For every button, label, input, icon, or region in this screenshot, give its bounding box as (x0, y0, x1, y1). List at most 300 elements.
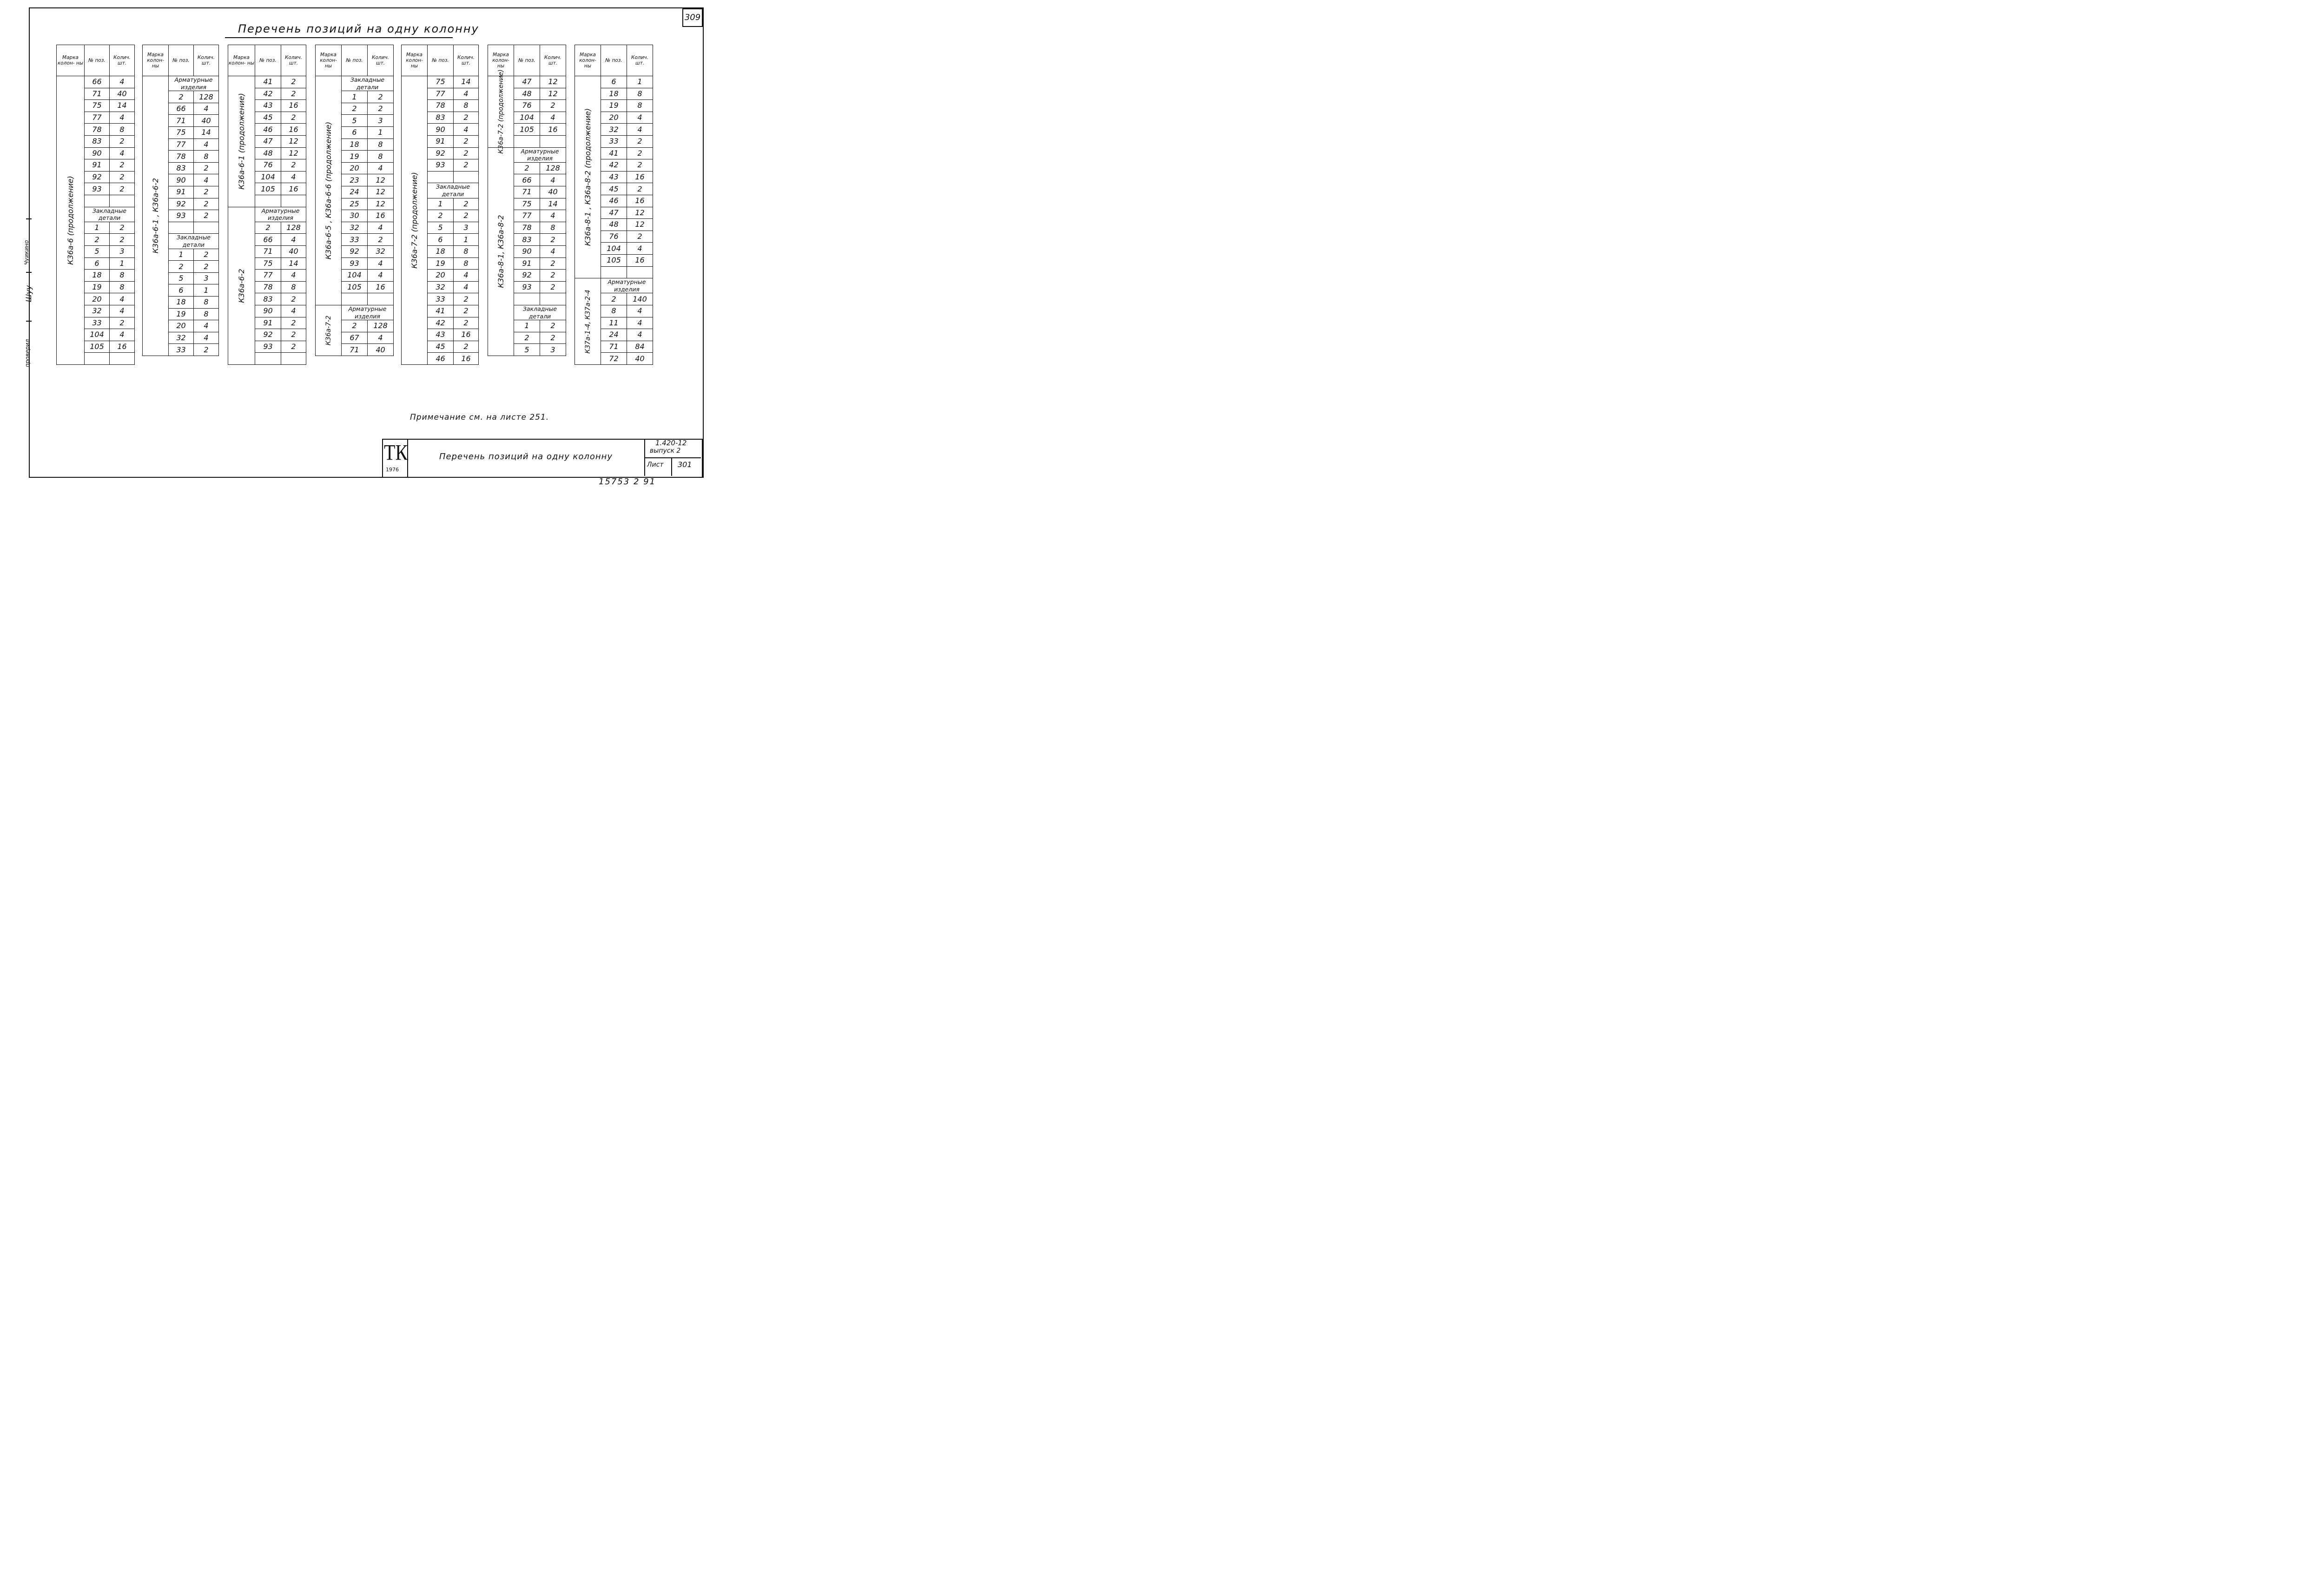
qty-cell: 2 (110, 135, 135, 147)
qty-cell: 2 (281, 88, 306, 100)
pos-cell: 45 (601, 183, 627, 195)
pos-cell: 18 (169, 297, 194, 309)
pos-cell: 33 (342, 234, 368, 246)
qty-cell: 3 (454, 222, 479, 234)
header-pos: № поз. (169, 45, 194, 76)
pos-cell: 2 (428, 210, 454, 222)
qty-cell: 8 (110, 270, 135, 282)
table-row (575, 76, 653, 88)
pos-cell: 91 (169, 186, 194, 198)
pos-cell: 66 (85, 76, 110, 88)
qty-cell: 4 (110, 329, 135, 341)
qty-cell: 8 (194, 297, 219, 309)
pos-cell: 6 (342, 127, 368, 139)
qty-cell: 14 (540, 198, 566, 210)
section-header: Арматурные изделия (169, 76, 219, 91)
pos-cell: 66 (514, 174, 540, 186)
qty-cell (194, 222, 219, 234)
pos-cell: 2 (514, 332, 540, 344)
qty-cell: 4 (627, 124, 653, 136)
table-row (488, 76, 566, 88)
bottom-number: 15753 2 91 (599, 477, 656, 487)
qty-cell: 4 (368, 222, 394, 234)
qty-cell: 12 (627, 219, 653, 231)
margin-tick-1 (26, 218, 32, 219)
pos-cell: 104 (601, 243, 627, 255)
qty-cell: 2 (110, 183, 135, 195)
qty-cell: 2 (194, 261, 219, 273)
qty-cell: 14 (110, 100, 135, 112)
pos-cell: 45 (255, 112, 281, 124)
pos-cell: 33 (169, 344, 194, 356)
qty-cell: 16 (627, 254, 653, 266)
stamp-sheet-label: Лист (647, 461, 664, 468)
pos-cell: 33 (601, 135, 627, 147)
pos-cell (169, 222, 194, 234)
qty-cell: 4 (110, 76, 135, 88)
qty-cell: 4 (368, 162, 394, 174)
header-qty: Колич. шт. (627, 45, 653, 76)
column-mark (143, 76, 169, 356)
pos-cell: 24 (601, 329, 627, 341)
pos-cell (85, 353, 110, 365)
column-mark-label: К36а-7-2 (продолжение) (409, 172, 419, 269)
qty-cell: 4 (627, 305, 653, 317)
pos-cell: 77 (255, 270, 281, 282)
header-mark: Марка колон- ны (57, 45, 85, 76)
header-mark: Марка колон- ны (402, 45, 428, 76)
qty-cell: 4 (454, 124, 479, 136)
section-header: Закладные детали (342, 76, 394, 91)
qty-cell: 4 (540, 245, 566, 257)
header-mark: Марка колон- ны (143, 45, 169, 76)
qty-cell (540, 293, 566, 305)
pos-cell: 19 (428, 257, 454, 270)
pos-cell: 91 (255, 317, 281, 329)
qty-cell: 140 (627, 293, 653, 305)
column-mark-label: К36а-6-5 , К36а-6-6 (продолжение) (324, 121, 333, 260)
pos-cell (85, 195, 110, 207)
pos-cell: 93 (169, 210, 194, 222)
stamp-sheet-value: 301 (678, 460, 692, 469)
pos-cell: 105 (85, 341, 110, 353)
pos-cell: 20 (342, 162, 368, 174)
qty-cell: 2 (281, 76, 306, 88)
qty-cell (368, 293, 394, 305)
pos-cell: 1 (85, 222, 110, 234)
column-mark (488, 147, 514, 356)
qty-cell: 84 (627, 341, 653, 353)
qty-cell: 2 (110, 234, 135, 246)
pos-cell: 47 (514, 76, 540, 88)
pos-cell: 104 (342, 270, 368, 282)
header-pos: № поз. (514, 45, 540, 76)
qty-cell: 4 (540, 112, 566, 124)
pos-cell: 71 (255, 245, 281, 257)
pos-cell: 20 (85, 293, 110, 305)
pos-cell: 105 (514, 124, 540, 136)
qty-cell: 2 (454, 317, 479, 329)
qty-cell: 1 (110, 257, 135, 270)
column-mark-label: К36а-8-1, К36а-8-2 (496, 215, 505, 288)
qty-cell: 4 (454, 88, 479, 100)
qty-cell: 2 (281, 341, 306, 353)
pos-cell: 6 (85, 257, 110, 270)
pos-cell: 90 (85, 147, 110, 159)
qty-cell: 2 (281, 159, 306, 172)
section-header: Закладные детали (85, 207, 135, 222)
qty-cell: 14 (194, 127, 219, 139)
qty-cell: 8 (281, 281, 306, 293)
pos-cell: 48 (601, 219, 627, 231)
qty-cell: 2 (368, 91, 394, 103)
pos-cell: 76 (601, 231, 627, 243)
column-mark-label: К36а-8-1 , К36а-8-2 (продолжение) (583, 108, 592, 246)
qty-cell: 8 (454, 100, 479, 112)
qty-cell: 8 (368, 151, 394, 163)
pos-cell: 76 (514, 100, 540, 112)
qty-cell: 16 (454, 329, 479, 341)
qty-cell: 2 (627, 159, 653, 172)
pos-cell (255, 195, 281, 207)
pos-cell: 48 (255, 147, 281, 159)
pos-cell (342, 293, 368, 305)
pos-cell: 2 (169, 91, 194, 103)
margin-signature: Шуу (24, 285, 33, 302)
header-qty: Колич. шт. (194, 45, 219, 76)
qty-cell: 2 (194, 198, 219, 210)
pos-cell: 19 (85, 281, 110, 293)
pos-cell: 77 (514, 210, 540, 222)
stamp-issue: выпуск 2 (650, 447, 681, 455)
qty-cell: 2 (454, 112, 479, 124)
qty-cell (540, 135, 566, 147)
qty-cell: 2 (281, 317, 306, 329)
qty-cell: 4 (110, 147, 135, 159)
qty-cell: 2 (540, 100, 566, 112)
qty-cell: 40 (368, 344, 394, 356)
pos-cell: 77 (85, 112, 110, 124)
header-qty: Колич. шт. (281, 45, 306, 76)
qty-cell: 2 (194, 186, 219, 198)
positions-table-2 (142, 45, 219, 356)
section-header: Арматурные изделия (255, 207, 306, 222)
section-header: Арматурные изделия (601, 278, 653, 293)
pos-cell: 19 (169, 308, 194, 320)
qty-cell: 14 (454, 76, 479, 88)
pos-cell: 23 (342, 174, 368, 186)
qty-cell: 1 (627, 76, 653, 88)
pos-cell: 2 (342, 103, 368, 115)
qty-cell: 8 (454, 257, 479, 270)
pos-cell: 93 (85, 183, 110, 195)
qty-cell: 4 (110, 112, 135, 124)
pos-cell: 2 (601, 293, 627, 305)
header-qty: Колич. шт. (110, 45, 135, 76)
qty-cell: 40 (110, 88, 135, 100)
pos-cell: 2 (255, 222, 281, 234)
pos-cell: 90 (428, 124, 454, 136)
pos-cell: 83 (255, 293, 281, 305)
qty-cell: 14 (281, 257, 306, 270)
qty-cell: 8 (110, 281, 135, 293)
pos-cell: 78 (85, 124, 110, 136)
positions-table-3 (228, 45, 306, 365)
pos-cell: 92 (85, 171, 110, 183)
pos-cell: 78 (514, 222, 540, 234)
pos-cell: 66 (255, 234, 281, 246)
pos-cell: 105 (342, 281, 368, 293)
section-header: Арматурные изделия (514, 147, 566, 162)
qty-cell: 16 (110, 341, 135, 353)
qty-cell: 4 (627, 317, 653, 329)
pos-cell: 77 (169, 139, 194, 151)
qty-cell: 16 (368, 210, 394, 222)
margin-checked-label: проверил (24, 339, 31, 367)
pos-cell: 32 (85, 305, 110, 317)
pos-cell: 6 (428, 234, 454, 246)
pos-cell: 6 (169, 284, 194, 297)
table-row (402, 76, 479, 88)
margin-tick-3 (26, 321, 32, 322)
pos-cell: 93 (514, 281, 540, 293)
margin-name: Чуикино (23, 240, 30, 265)
qty-cell: 8 (627, 88, 653, 100)
pos-cell: 75 (85, 100, 110, 112)
pos-cell (601, 266, 627, 278)
pos-cell: 75 (255, 257, 281, 270)
header-mark: Марка колон- ны (316, 45, 342, 76)
qty-cell: 2 (540, 257, 566, 270)
pos-cell: 42 (428, 317, 454, 329)
page-title: Перечень позиций на одну колонну (238, 22, 479, 35)
pos-cell: 8 (601, 305, 627, 317)
stamp-title: Перечень позиций на одну колонну (439, 452, 613, 462)
qty-cell: 2 (110, 317, 135, 329)
pos-cell: 5 (85, 245, 110, 257)
pos-cell: 46 (428, 353, 454, 365)
qty-cell: 4 (627, 329, 653, 341)
qty-cell: 2 (454, 293, 479, 305)
stamp-logo: ТК (384, 440, 408, 465)
pos-cell: 41 (601, 147, 627, 159)
qty-cell: 16 (454, 353, 479, 365)
qty-cell: 2 (454, 135, 479, 147)
pos-cell: 41 (255, 76, 281, 88)
pos-cell: 2 (342, 320, 368, 332)
qty-cell: 2 (194, 210, 219, 222)
pos-cell: 75 (514, 198, 540, 210)
table-row (57, 76, 135, 88)
pos-cell (428, 171, 454, 183)
qty-cell: 4 (194, 103, 219, 115)
qty-cell: 2 (110, 171, 135, 183)
section-header: Закладные детали (514, 305, 566, 320)
pos-cell: 92 (255, 329, 281, 341)
qty-cell: 2 (368, 234, 394, 246)
qty-cell (454, 171, 479, 183)
qty-cell: 8 (627, 100, 653, 112)
qty-cell: 2 (540, 234, 566, 246)
qty-cell: 1 (368, 127, 394, 139)
qty-cell: 16 (281, 124, 306, 136)
qty-cell: 2 (454, 305, 479, 317)
qty-cell: 40 (281, 245, 306, 257)
qty-cell: 3 (110, 245, 135, 257)
qty-cell: 16 (368, 281, 394, 293)
pos-cell: 18 (342, 139, 368, 151)
pos-cell: 66 (169, 103, 194, 115)
stamp-divider-h (644, 457, 701, 458)
pos-cell: 71 (514, 186, 540, 198)
qty-cell: 4 (110, 293, 135, 305)
pos-cell: 77 (428, 88, 454, 100)
qty-cell: 8 (110, 124, 135, 136)
drawing-sheet (0, 0, 725, 488)
qty-cell: 8 (194, 308, 219, 320)
pos-cell: 92 (514, 270, 540, 282)
pos-cell: 2 (169, 261, 194, 273)
qty-cell: 2 (540, 281, 566, 293)
qty-cell: 16 (281, 183, 306, 195)
qty-cell: 2 (281, 293, 306, 305)
qty-cell: 2 (368, 103, 394, 115)
pos-cell: 83 (514, 234, 540, 246)
pos-cell: 32 (428, 281, 454, 293)
pos-cell: 20 (428, 270, 454, 282)
pos-cell: 33 (428, 293, 454, 305)
qty-cell: 16 (540, 124, 566, 136)
qty-cell: 12 (368, 186, 394, 198)
header-qty: Колич. шт. (454, 45, 479, 76)
pos-cell: 83 (169, 162, 194, 174)
pos-cell: 75 (428, 76, 454, 88)
pos-cell: 90 (514, 245, 540, 257)
qty-cell: 32 (368, 245, 394, 257)
qty-cell: 16 (627, 195, 653, 207)
qty-cell: 2 (194, 249, 219, 261)
qty-cell (281, 353, 306, 365)
qty-cell: 4 (368, 332, 394, 344)
qty-cell: 3 (540, 344, 566, 356)
pos-cell: 83 (428, 112, 454, 124)
column-mark (228, 76, 255, 207)
column-mark (228, 207, 255, 364)
qty-cell: 12 (627, 207, 653, 219)
pos-cell: 42 (601, 159, 627, 172)
column-mark-label: К36а-7-2 (продолжение) (497, 69, 505, 154)
positions-table-7 (574, 45, 653, 365)
pos-cell: 32 (342, 222, 368, 234)
pos-cell: 11 (601, 317, 627, 329)
qty-cell (110, 195, 135, 207)
pos-cell: 2 (514, 162, 540, 174)
pos-cell: 90 (255, 305, 281, 317)
qty-cell: 12 (281, 135, 306, 147)
column-mark (316, 305, 342, 356)
pos-cell: 41 (428, 305, 454, 317)
pos-cell: 78 (255, 281, 281, 293)
header-qty: Колич. шт. (368, 45, 394, 76)
section-header: Закладные детали (169, 234, 219, 249)
qty-cell: 4 (627, 243, 653, 255)
pos-cell: 78 (169, 151, 194, 163)
qty-cell: 40 (540, 186, 566, 198)
qty-cell: 4 (194, 174, 219, 186)
column-mark (57, 76, 85, 365)
column-mark-label: К36а-7-2 (324, 315, 332, 346)
pos-cell (514, 135, 540, 147)
pos-cell: 76 (255, 159, 281, 172)
pos-cell: 20 (169, 320, 194, 332)
positions-table-5 (401, 45, 479, 365)
qty-cell: 3 (368, 115, 394, 127)
pos-cell: 5 (169, 272, 194, 284)
qty-cell: 2 (454, 198, 479, 210)
pos-cell: 19 (342, 151, 368, 163)
qty-cell: 2 (281, 329, 306, 341)
pos-cell: 91 (514, 257, 540, 270)
pos-cell: 83 (85, 135, 110, 147)
pos-cell: 72 (601, 353, 627, 365)
margin-tick-2 (26, 272, 32, 273)
stamp-code: 1.420-12 (655, 439, 687, 447)
pos-cell: 46 (601, 195, 627, 207)
qty-cell: 2 (540, 332, 566, 344)
qty-cell: 4 (281, 171, 306, 183)
pos-cell: 18 (601, 88, 627, 100)
stamp-sheet-divider (671, 457, 672, 476)
column-mark-label: К37а-1-4, К37а-2-4 (584, 289, 592, 354)
qty-cell: 2 (281, 112, 306, 124)
pos-cell: 5 (428, 222, 454, 234)
qty-cell: 4 (110, 305, 135, 317)
pos-cell: 104 (255, 171, 281, 183)
qty-cell: 4 (540, 210, 566, 222)
qty-cell: 2 (627, 231, 653, 243)
header-pos: № поз. (255, 45, 281, 76)
qty-cell: 4 (368, 257, 394, 270)
column-mark (575, 278, 601, 365)
column-mark-label: К36а-6-2 (237, 269, 246, 303)
qty-cell: 2 (194, 344, 219, 356)
qty-cell: 4 (194, 320, 219, 332)
pos-cell: 24 (342, 186, 368, 198)
pos-cell: 78 (428, 100, 454, 112)
qty-cell: 4 (194, 139, 219, 151)
pos-cell (514, 293, 540, 305)
pos-cell: 92 (342, 245, 368, 257)
qty-cell: 16 (281, 100, 306, 112)
qty-cell: 4 (368, 270, 394, 282)
pos-cell: 93 (342, 257, 368, 270)
header-pos: № поз. (85, 45, 110, 76)
pos-cell: 92 (428, 147, 454, 159)
qty-cell: 128 (281, 222, 306, 234)
pos-cell: 105 (255, 183, 281, 195)
pos-cell: 75 (169, 127, 194, 139)
pos-cell: 43 (255, 100, 281, 112)
pos-cell: 1 (169, 249, 194, 261)
pos-cell: 25 (342, 198, 368, 210)
positions-table-1 (56, 45, 135, 365)
qty-cell: 2 (454, 159, 479, 172)
qty-cell: 2 (540, 320, 566, 332)
qty-cell: 4 (194, 332, 219, 344)
pos-cell: 92 (169, 198, 194, 210)
qty-cell: 128 (368, 320, 394, 332)
qty-cell: 1 (454, 234, 479, 246)
